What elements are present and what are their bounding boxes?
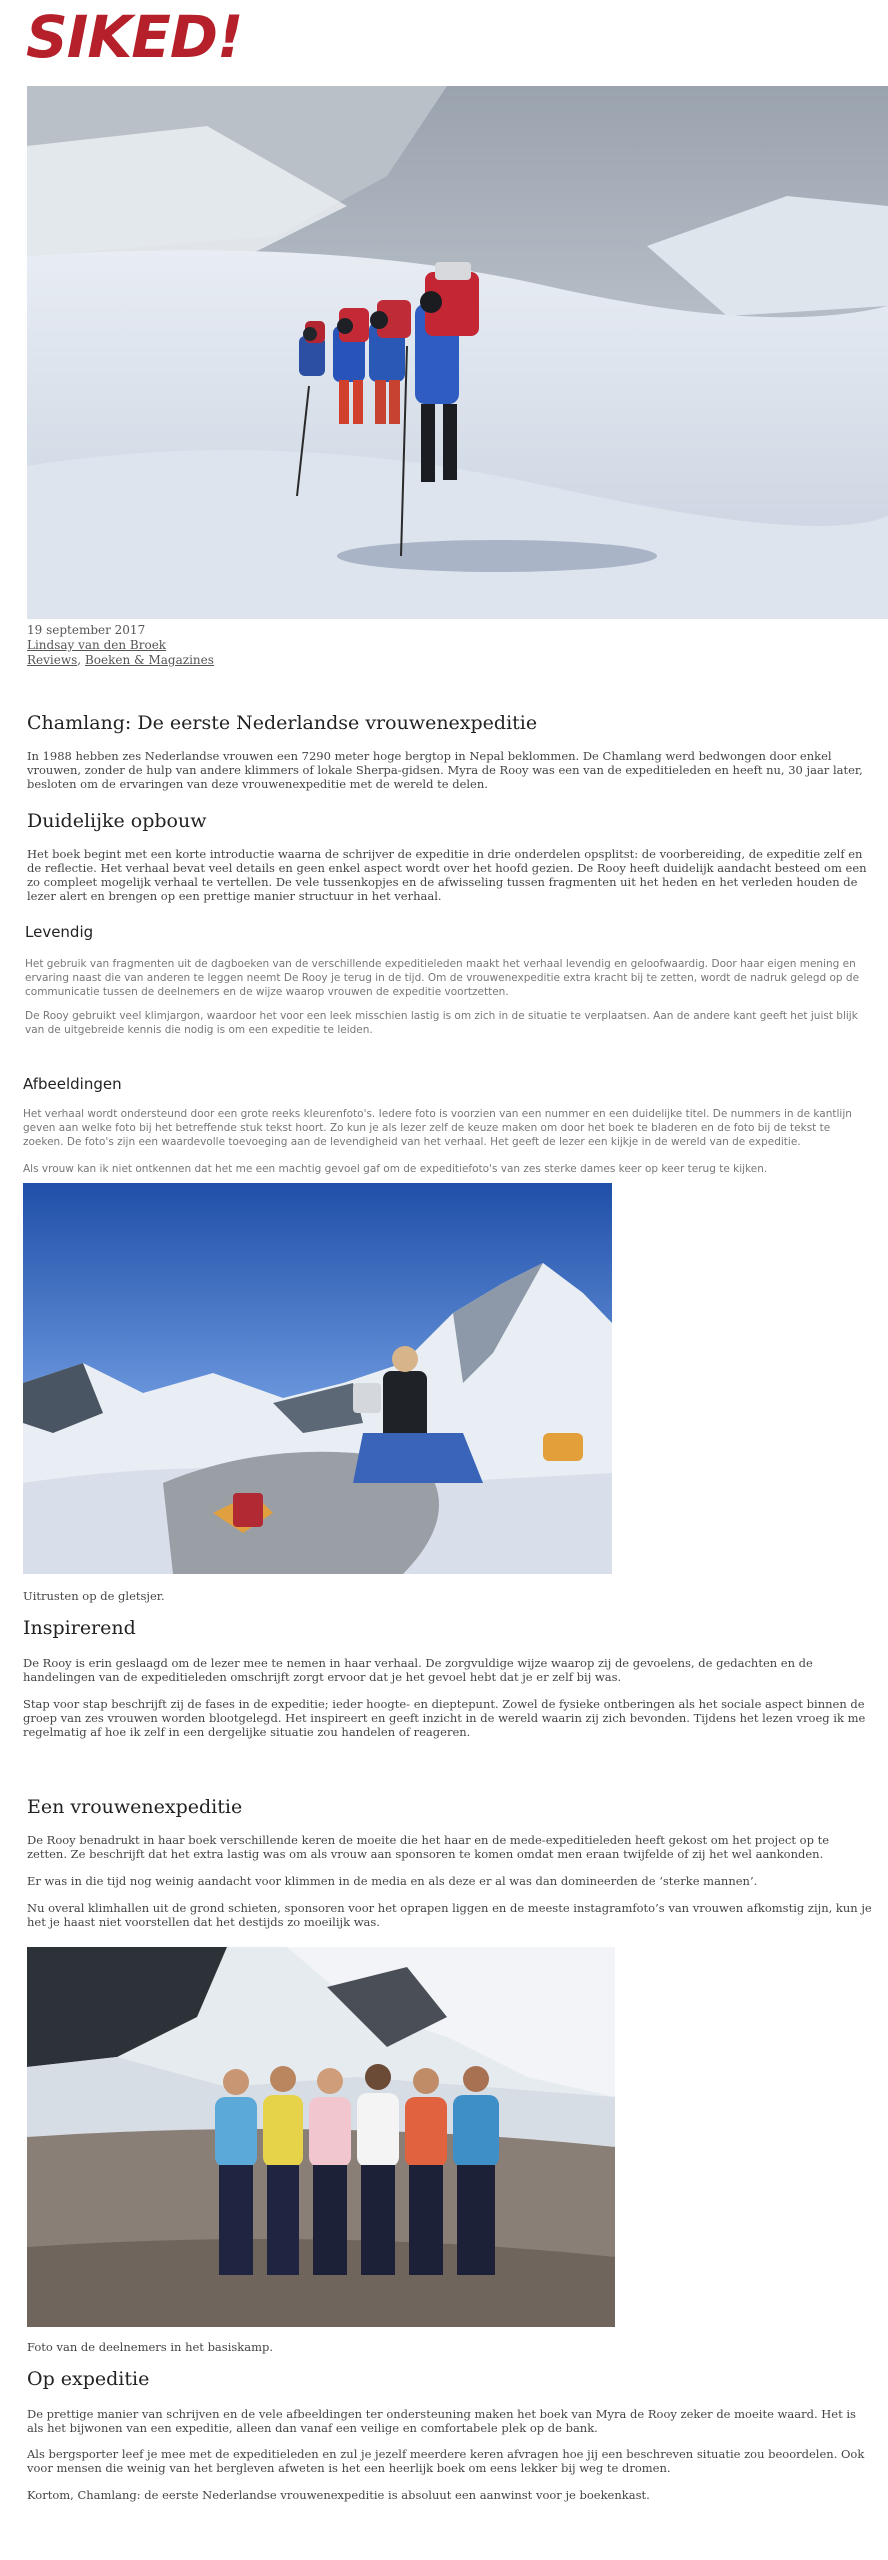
post-date: 19 september 2017 — [27, 623, 146, 637]
section-paragraph: Het boek begint met een korte introductie waarna de schrijver de expeditie in drie onderdelen opsplitst: de voorbereiding, de expeditie zelf en de reflectie. Het verhaal bevat veel details en geen enkel aspect wordt over het hoofd gezien. De Rooy heeft duidelijk aandacht besteed om een zo compleet mogelijk verhaal te vertellen. De vele tussenkopjes en de afwisseling tussen fragmenten uit het heden en het verleden houden de lezer alert en brengen op een prettige manier structuur in het verhaal. — [27, 847, 867, 903]
photo-caption: Uitrusten op de gletsjer. — [23, 1589, 165, 1603]
glacier-rest-photo — [23, 1183, 612, 1574]
category-link-reviews[interactable]: Reviews — [27, 653, 78, 667]
basecamp-group-photo — [27, 1947, 615, 2327]
site-logo[interactable]: SIKED! — [26, 3, 243, 71]
photo-caption: Foto van de deelnemers in het basiskamp. — [27, 2340, 274, 2354]
hero-climbers-photo — [27, 86, 888, 619]
section-paragraph: Er was in die tijd nog weinig aandacht voor klimmen in de media en als deze er al was dan domineerden de ‘sterke mannen’. — [27, 1874, 758, 1888]
category-separator: , — [77, 653, 85, 667]
section-paragraph: Nu overal klimhallen uit de grond schieten, sponsoren voor het oprapen liggen en de meeste instagramfoto’s van vrouwen afkomstig zijn, kun je het je haast niet voorstellen dat het destijds zo moeilijk was. — [27, 1901, 872, 1929]
section-paragraph: Kortom, Chamlang: de eerste Nederlandse vrouwenexpeditie is absoluut een aanwinst voor je boekenkast. — [27, 2488, 650, 2502]
section-paragraph: Het gebruik van fragmenten uit de dagboeken van de verschillende expeditieleden maakt het verhaal levendig en geloofwaardig. Door haar eigen mening en ervaring naast die van anderen te leggen neemt De Rooy je terug in de tijd. Om de vrouwenexpeditie extra kracht bij te zetten, wordt de nadruk gelegd op de communicatie tussen de deelnemers en de wijze waarop vrouwen de expeditie voortzetten. — [25, 958, 860, 998]
section-heading-afbeeldingen: Afbeeldingen — [23, 1075, 122, 1093]
section-heading-opbouw: Duidelijke opbouw — [27, 810, 207, 832]
section-heading-op-expeditie: Op expeditie — [27, 2368, 150, 2390]
article-title: Chamlang: De eerste Nederlandse vrouwenexpeditie — [27, 712, 538, 734]
section-paragraph: De Rooy gebruikt veel klimjargon, waardoor het voor een leek misschien lastig is om zich in de situatie te verplaatsen. Aan de andere kant geeft het juist blijk van de uitgebreide kennis die nodig is om een expeditie te leiden. — [25, 1010, 858, 1036]
section-paragraph: Als bergsporter leef je mee met de expeditieleden en zul je jezelf meerdere keren afvragen hoe jij een beschreven situatie zou beoordelen. Ook voor mensen die weinig van het bergleven afweten is het een heerlijk boek om eens lekker bij weg te dromen. — [27, 2447, 865, 2475]
category-link-boeken[interactable]: Boeken & Magazines — [84, 653, 214, 667]
article-intro: In 1988 hebben zes Nederlandse vrouwen een 7290 meter hoge bergtop in Nepal beklommen. De Chamlang werd bedwongen door enkel vrouwen, zonder de hulp van andere klimmers of lokale Sherpa-gidsen. Myra de Rooy was een van de expeditieleden en heeft nu, 30 jaar later, besloten om de ervaringen van deze vrouwenexpeditie met de wereld te delen. — [27, 749, 863, 791]
category-links — [27, 653, 214, 668]
section-paragraph: Stap voor stap beschrijft zij de fases in de expeditie; ieder hoogte- en dieptepunt. Zowel de fysieke ontberingen als het sociale aspect binnen de groep van zes vrouwen worden blootgelegd. Het inspireert en geeft inzicht in de wereld waarin zij zich bevonden. Tijdens het lezen vroeg ik me regelmatig af hoe ik zelf in een dergelijke situatie zou handelen of reageren. — [23, 1697, 866, 1739]
section-heading-inspirerend: Inspirerend — [23, 1617, 136, 1639]
section-paragraph: Als vrouw kan ik niet ontkennen dat het me een machtig gevoel gaf om de expeditiefoto's van zes sterke dames keer op keer terug te kijken. — [23, 1163, 768, 1175]
author-link[interactable]: Lindsay van den Broek — [27, 638, 167, 652]
section-paragraph: De Rooy is erin geslaagd om de lezer mee te nemen in haar verhaal. De zorgvuldige wijze waarop zij de gevoelens, de gedachten en de handelingen van de expeditieleden omschrijft zorgt ervoor dat je het gevoel hebt dat je er zelf bij was. — [23, 1656, 813, 1684]
section-heading-levendig: Levendig — [25, 923, 94, 941]
section-heading-vrouwenexpeditie: Een vrouwenexpeditie — [27, 1796, 243, 1818]
section-paragraph: De prettige manier van schrijven en de vele afbeeldingen ter ondersteuning maken het boek van Myra de Rooy zeker de moeite waard. Het is als het bijwonen van een expeditie, alleen dan vanaf een veilige en comfortabele plek op de bank. — [27, 2407, 856, 2435]
section-paragraph: De Rooy benadrukt in haar boek verschillende keren de moeite die het haar en de mede-expeditieleden heeft gekost om het project op te zetten. Ze beschrijft dat het extra lastig was om als vrouw aan sponsoren te komen omdat men eraan twijfelde of zij het wel aankonden. — [27, 1833, 830, 1861]
article-meta — [27, 623, 214, 668]
section-paragraph: Het verhaal wordt ondersteund door een grote reeks kleurenfoto's. Iedere foto is voorzien van een nummer en een duidelijke titel. De nummers in de kantlijn geven aan welke foto bij het betreffende stuk tekst hoort. Zo kun je als lezer zelf de keuze maken om door het boek te bladeren en de foto bij de tekst te zoeken. De foto's zijn een waardevolle toevoeging aan de levendigheid van het verhaal. Het geeft de lezer een kijkje in de wereld van de expeditie. — [23, 1108, 852, 1148]
